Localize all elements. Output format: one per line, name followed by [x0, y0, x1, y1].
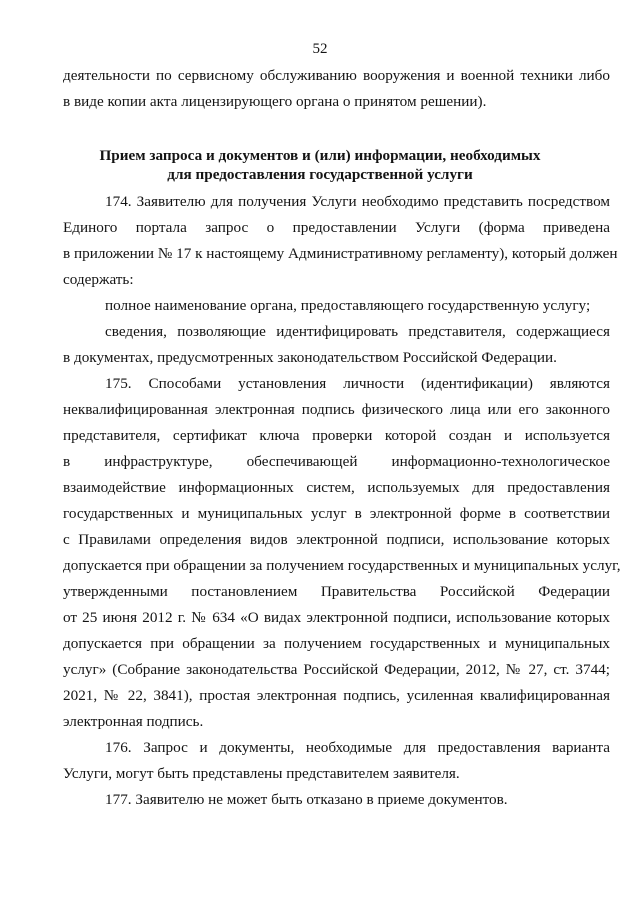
p174-line-4: содержать:	[63, 271, 134, 288]
p177-line-1: 177. Заявителю не может быть отказано в приеме документов.	[105, 791, 508, 808]
paragraph-174	[63, 189, 618, 293]
paragraph-177	[63, 787, 610, 813]
p174-line-3: в приложении № 17 к настоящему Административному регламенту), который должен	[63, 245, 618, 262]
paragraph-176	[63, 735, 610, 787]
p175-line-12: услуг» (Собрание законодательства Российской Федерации, 2012, № 27, ст. 3744;	[63, 661, 610, 678]
item2-line-1: сведения, позволяющие идентифицировать представителя, содержащиеся	[105, 323, 610, 340]
p174-line-2: Единого портала запрос о предоставлении Услуги (форма приведена	[63, 219, 610, 236]
intro-line-2: в виде копии акта лицензирующего органа о принятом решении).	[63, 93, 487, 110]
item1-line-1: полное наименование органа, предоставляющего государственную услугу;	[105, 297, 591, 314]
list-item-1	[63, 293, 610, 319]
section-heading	[0, 146, 640, 184]
intro-paragraph	[63, 63, 610, 115]
page-number: 52	[312, 41, 328, 57]
p175-line-6: государственных и муниципальных услуг в электронной форме в соответствии	[63, 505, 610, 522]
section-heading-line-2: для предоставления государственной услуги	[167, 166, 473, 183]
section-heading-line-1: Прием запроса и документов и (или) информации, необходимых	[99, 147, 541, 164]
list-item-2	[63, 319, 610, 371]
p175-line-14: электронная подпись.	[63, 713, 204, 730]
intro-line-1: деятельности по сервисному обслуживанию вооружения и военной техники либо	[63, 67, 610, 84]
p175-line-11: допускается при обращении за получением государственных и муниципальных	[63, 635, 610, 652]
p175-line-10: от 25 июня 2012 г. № 634 «О видах электронной подписи, использование которых	[63, 609, 610, 626]
p175-line-3: представителя, сертификат ключа проверки которой создан и используется	[63, 427, 610, 444]
p175-line-13: 2021, № 22, 3841), простая электронная подпись, усиленная квалифицированная	[63, 687, 610, 704]
p176-line-1: 176. Запрос и документы, необходимые для предоставления варианта	[105, 739, 610, 756]
p175-line-5: взаимодействие информационных систем, используемых для предоставления	[63, 479, 610, 496]
p175-line-2: неквалифицированная электронная подпись физического лица или его законного	[63, 401, 610, 418]
paragraph-175	[63, 371, 621, 735]
p175-line-4: в инфраструктуре, обеспечивающей информационно-технологическое	[63, 453, 610, 470]
p175-line-1: 175. Способами установления личности (идентификации) являются	[105, 375, 610, 392]
p176-line-2: Услуги, могут быть представлены представителем заявителя.	[63, 765, 460, 782]
p174-line-1: 174. Заявителю для получения Услуги необходимо представить посредством	[105, 193, 610, 210]
p175-line-7: с Правилами определения видов электронной подписи, использование которых	[63, 531, 610, 548]
p175-line-9: утвержденными постановлением Правительства Российской Федерации	[63, 583, 610, 600]
item2-line-2: в документах, предусмотренных законодательством Российской Федерации.	[63, 349, 557, 366]
p175-line-8: допускается при обращении за получением государственных и муниципальных услуг,	[63, 557, 621, 574]
